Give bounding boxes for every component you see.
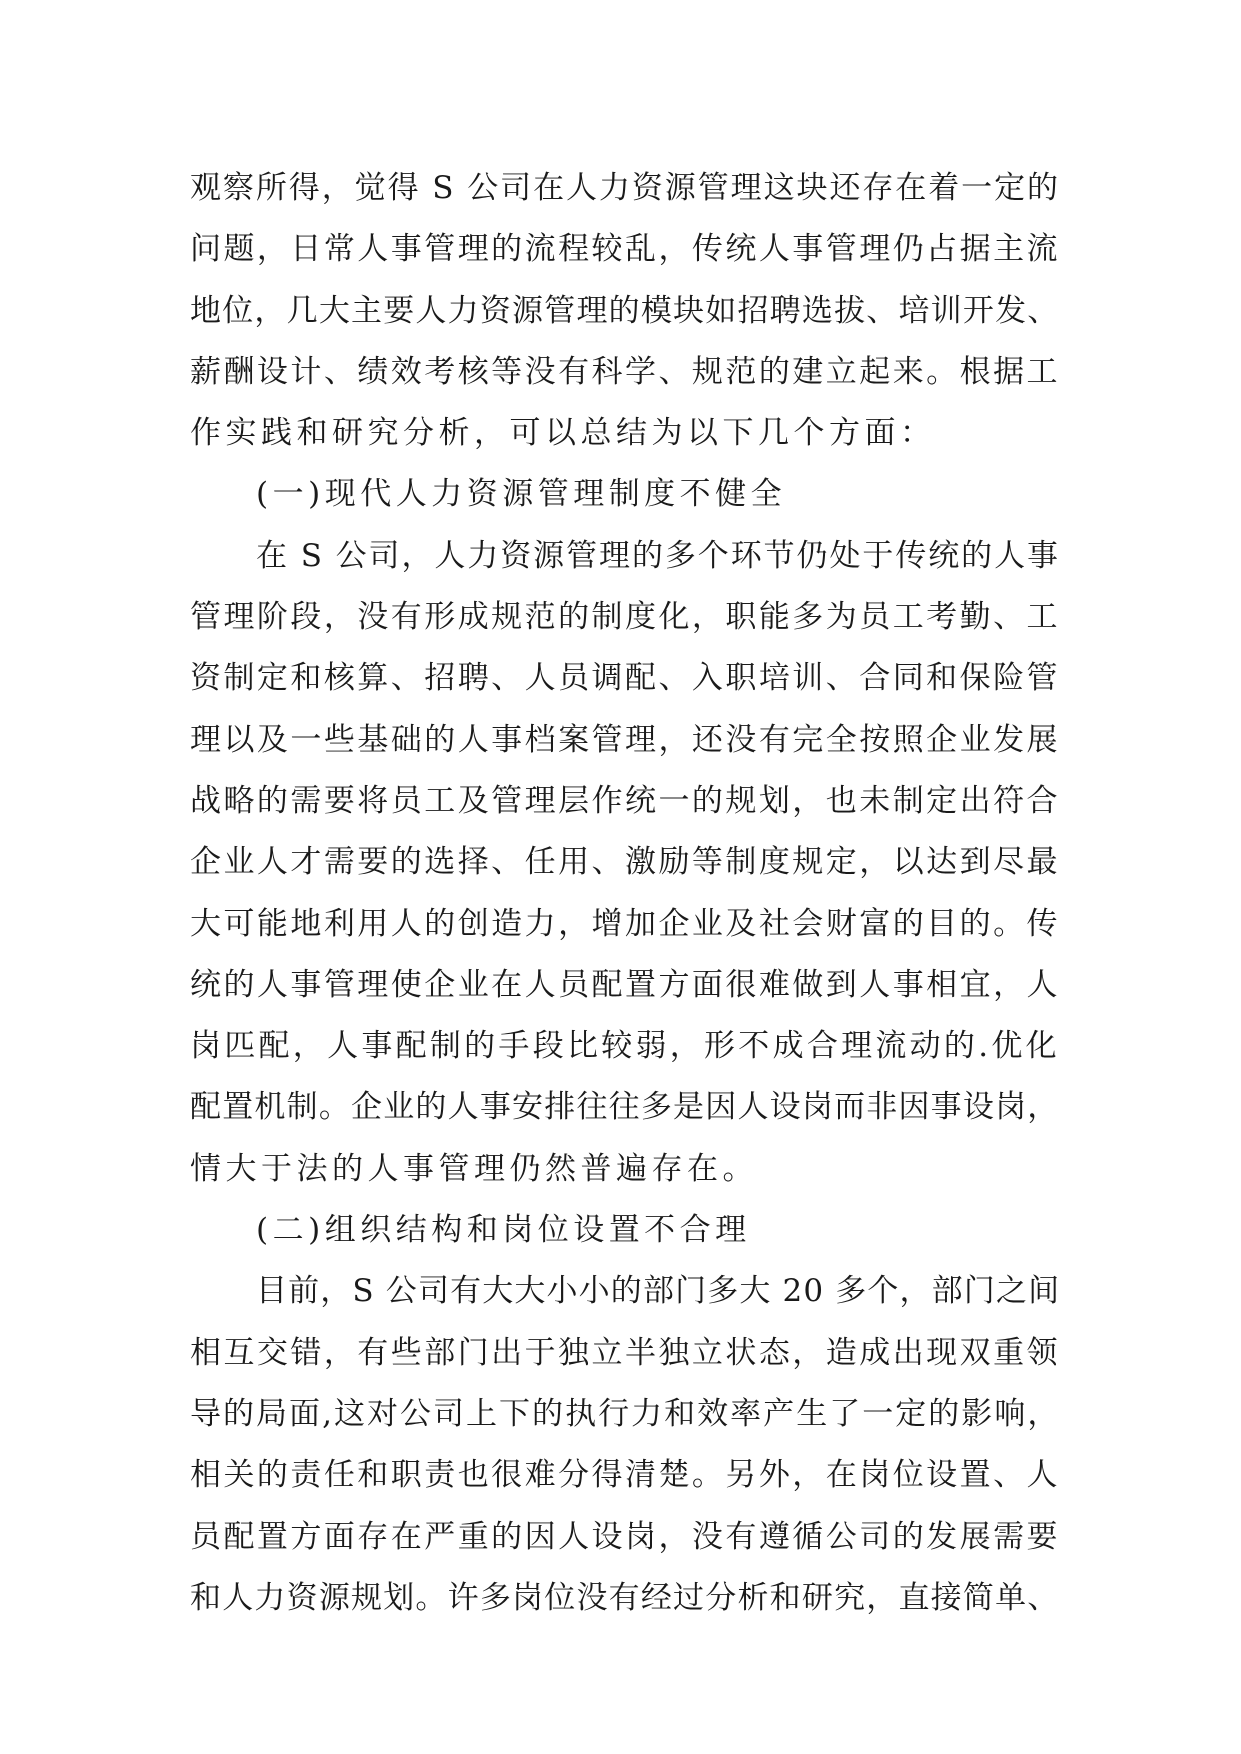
section-heading-2: (二)组织结构和岗位设置不合理: [256, 1212, 751, 1249]
text-line: 情大于法的人事管理仍然普遍存在。: [190, 1150, 758, 1187]
text-line: 岗匹配，人事配制的手段比较弱，形不成合理流动的.优化: [190, 1028, 1060, 1065]
text-line: 大可能地利用人的创造力，增加企业及社会财富的目的。传: [190, 905, 1060, 942]
text-line: 导的局面,这对公司上下的执行力和效率产生了一定的影响，: [190, 1395, 1061, 1432]
text-line: 问题，日常人事管理的流程较乱，传统人事管理仍占据主流: [190, 231, 1060, 268]
text-line: 目前，S 公司有大大小小的部门多大 20 多个，部门之间: [256, 1273, 1061, 1310]
text-line: 观察所得，觉得 S 公司在人力资源管理这块还存在着一定的: [190, 170, 1060, 206]
text-line: 管理阶段，没有形成规范的制度化，职能多为员工考勤、工: [190, 599, 1060, 636]
text-line: 员配置方面存在严重的因人设岗，没有遵循公司的发展需要: [190, 1518, 1060, 1555]
text-line: 理以及一些基础的人事档案管理，还没有完全按照企业发展: [190, 721, 1060, 758]
text-line: 相关的责任和职责也很难分得清楚。另外，在岗位设置、人: [190, 1457, 1060, 1494]
text-line: 企业人才需要的选择、任用、激励等制度规定，以达到尽最: [190, 844, 1060, 881]
body-text: [190, 158, 1060, 1629]
text-line: 相互交错，有些部门出于独立半独立状态，造成出现双重领: [190, 1334, 1060, 1371]
text-line: 薪酬设计、绩效考核等没有科学、规范的建立起来。根据工: [190, 353, 1060, 390]
text-line: 资制定和核算、招聘、人员调配、入职培训、合同和保险管: [190, 660, 1060, 697]
text-line: 战略的需要将员工及管理层作统一的规划，也未制定出符合: [190, 782, 1060, 819]
text-line: 统的人事管理使企业在人员配置方面很难做到人事相宜，人: [190, 966, 1060, 1003]
text-line: 配置机制。企业的人事安排往往多是因人设岗而非因事设岗，: [190, 1089, 1060, 1126]
text-line: 作实践和研究分析，可以总结为以下几个方面：: [190, 415, 936, 452]
text-line: 地位，几大主要人力资源管理的模块如招聘选拔、培训开发、: [190, 292, 1060, 329]
text-line: 和人力资源规划。许多岗位没有经过分析和研究，直接简单、: [190, 1579, 1060, 1616]
section-heading-1: (一)现代人力资源管理制度不健全: [256, 476, 787, 513]
text-line: 在 S 公司，人力资源管理的多个环节仍处于传统的人事: [256, 537, 1060, 574]
